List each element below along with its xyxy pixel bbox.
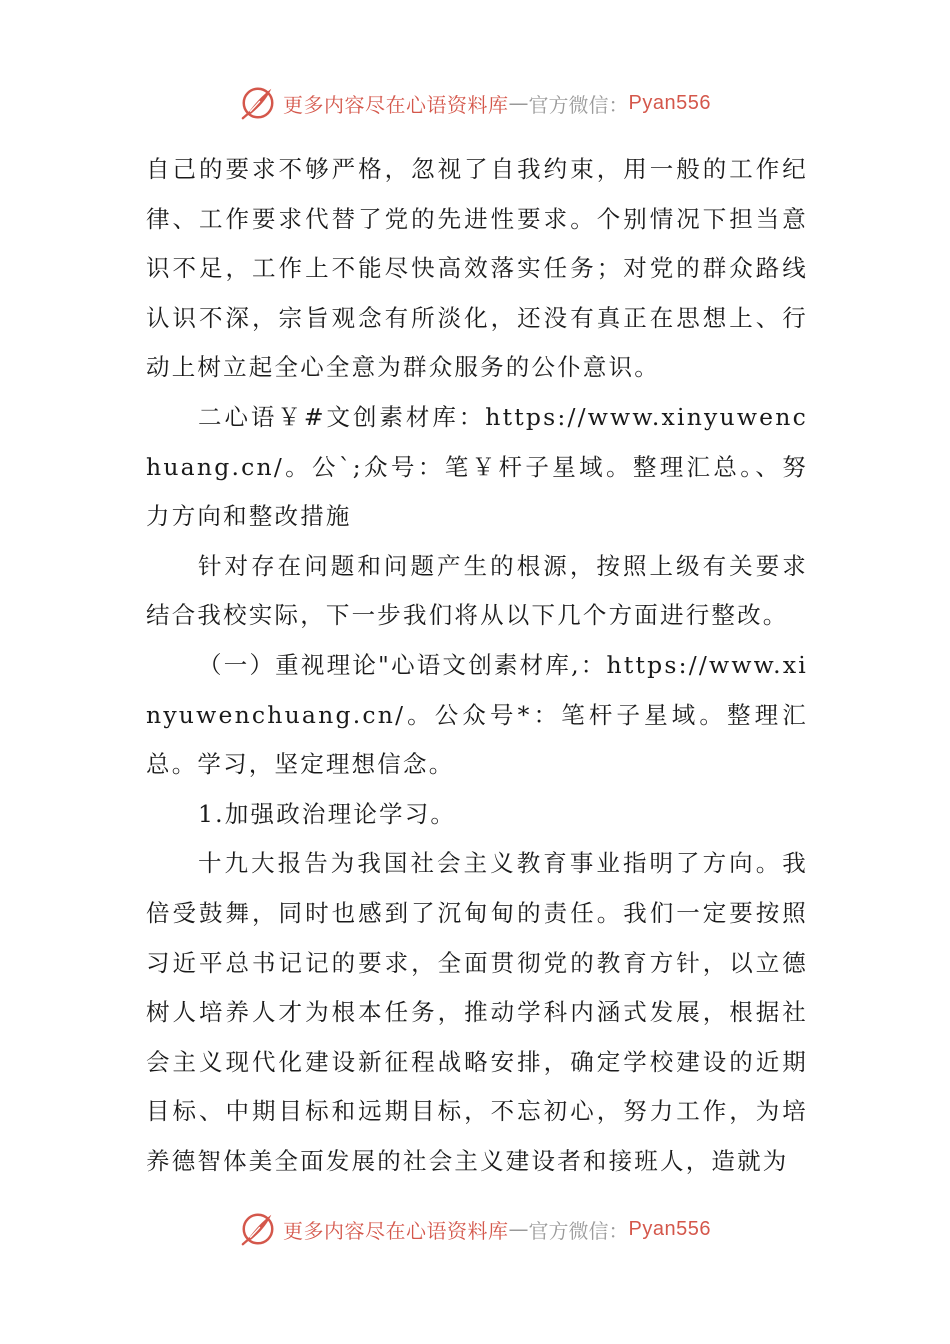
footer-separator: — [508, 1217, 529, 1241]
quill-pen-logo-icon [239, 1210, 277, 1248]
paragraph-section-two-heading: 二心语￥#文创素材库：https://www.xinyuwenchuang.cn/。公`;众号：笔￥杆子星域。整理汇总。、努力方向和整改措施 [146, 402, 808, 531]
footer-banner [0, 1206, 950, 1252]
paragraph-item-one-heading: 1.加强政治理论学习。 [198, 799, 457, 828]
header-wechat-label: 官方微信： [528, 92, 629, 117]
header-separator: — [508, 91, 529, 115]
paragraph-nineteenth-congress: 十九大报告为我国社会主义教育事业指明了方向。我倍受鼓舞，同时也感到了沉甸甸的责任。我们一定要按照习近平总书记记的要求，全面贯彻党的教育方针，以立德树人培养人才为根本任务，推动学科内涵式发展，根据社会主义现代化建设新征程战略安排，确定学校建设的近期目标、中期目标和远期目标，不忘初心，努力工作，为培养德智体美全面发展的社会主义建设者和接班人，造就为 [146, 849, 808, 1175]
header-banner [0, 80, 950, 126]
footer-wechat-label: 官方微信： [528, 1218, 629, 1243]
paragraph-subsection-one-heading: （一）重视理论"心语文创素材库,：https://www.xinyuwenchuang.cn/。公众号*：笔杆子星域。整理汇总。学习，坚定理想信念。 [146, 650, 808, 779]
document-body [146, 145, 808, 1186]
footer-site-name: 更多内容尽在心语资料库 [283, 1218, 509, 1243]
footer-wechat-id: Pyan556 [628, 1217, 711, 1240]
header-site-name: 更多内容尽在心语资料库 [283, 92, 509, 117]
quill-pen-logo-icon [239, 84, 277, 122]
paragraph-rectification-intro: 针对存在问题和问题产生的根源，按照上级有关要求结合我校实际，下一步我们将从以下几个方面进行整改。 [146, 551, 808, 630]
header-wechat-id: Pyan556 [628, 91, 711, 114]
paragraph-self-discipline: 自己的要求不够严格，忽视了自我约束，用一般的工作纪律、工作要求代替了党的先进性要求。个别情况下担当意识不足，工作上不能尽快高效落实任务；对党的群众路线认识不深，宗旨观念有所淡化，还没有真正在思想上、行动上树立起全心全意为群众服务的公仆意识。 [146, 155, 808, 382]
